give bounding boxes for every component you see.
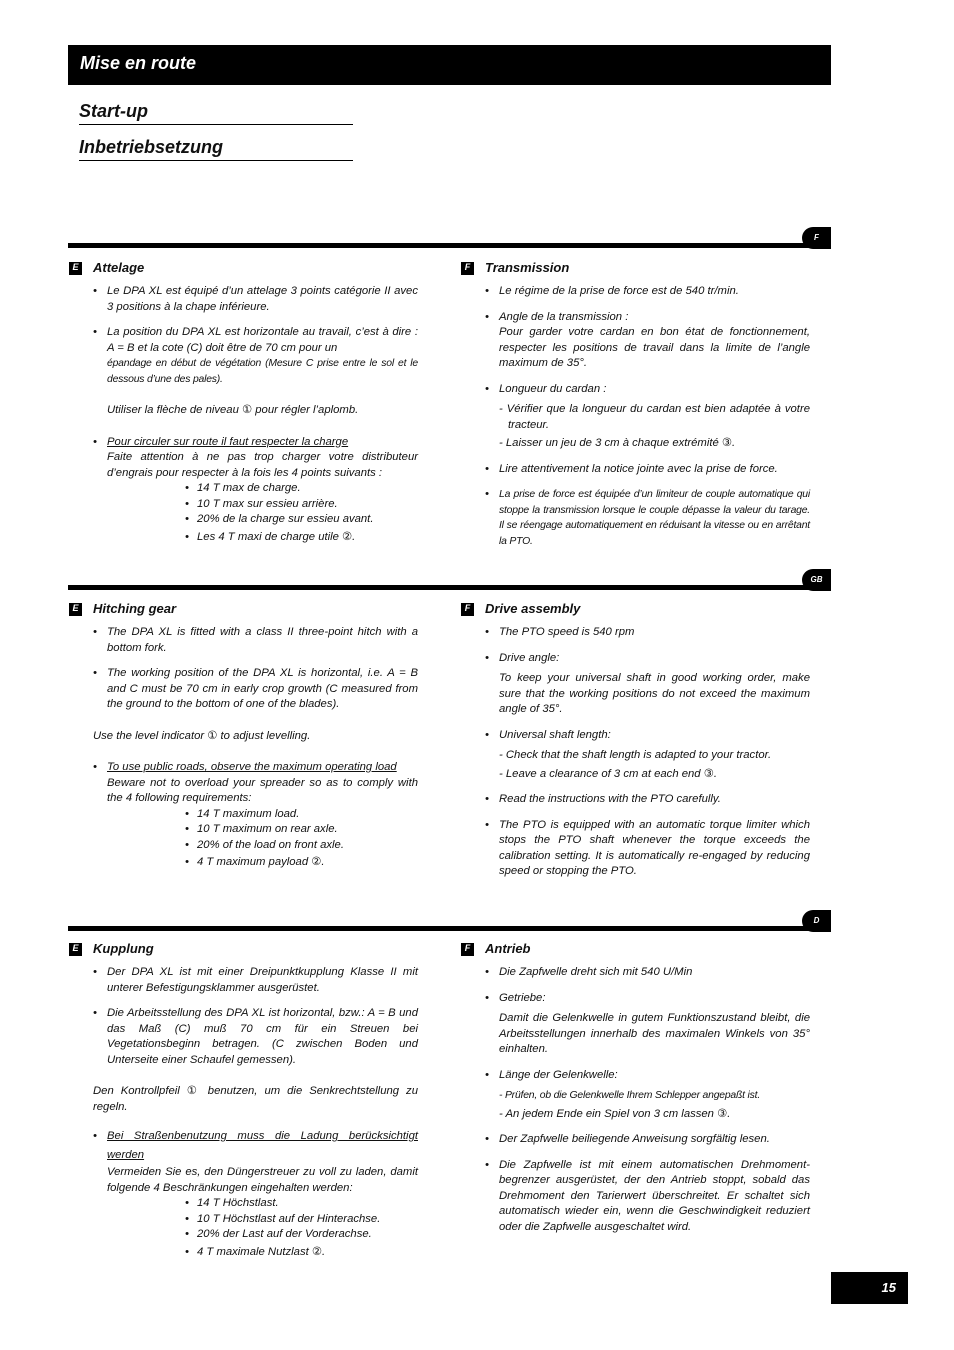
- gb-left-column: [68, 601, 418, 871]
- list-item: • Read the instructions with the PTO carefully.: [485, 793, 721, 805]
- lang-tab-de: D: [802, 910, 831, 932]
- section-heading: [460, 260, 810, 276]
- list-item: - An jedem Ende ein Spiel von 3 cm lassen ③.: [499, 1107, 731, 1120]
- list-item: - Leave a clearance of 3 cm at each end ③.: [499, 767, 717, 780]
- section-marker: F: [461, 603, 474, 616]
- level-note: Use the level indicator ① to adjust levelling.: [93, 729, 311, 742]
- page-title: Mise en route: [80, 53, 197, 73]
- dash-list: [460, 402, 810, 452]
- section-marker: F: [461, 262, 474, 275]
- section-heading: [460, 941, 810, 957]
- section-heading: [68, 941, 418, 957]
- list-item: • Le régime de la prise de force est de 540 tr/min.: [485, 285, 739, 297]
- list-item: • 14 T Höchstlast.: [185, 1197, 279, 1209]
- lang-tab-fr: F: [802, 227, 831, 249]
- gb-right-column: [460, 601, 810, 890]
- list-item: • Der Zapfwelle beiliegende Anweisung sorgfältig lesen.: [485, 1133, 770, 1145]
- section-title: Kupplung: [93, 941, 154, 957]
- section-marker: E: [69, 603, 82, 616]
- header-bar: [68, 45, 831, 85]
- subtitle-en: Start-up: [79, 101, 353, 125]
- list-item: • Drive angle:: [485, 651, 560, 664]
- angle-text: Pour garder votre cardan en bon état de fonctionnement, respecter les positions de travail dans la limite de l’angle maximum de 35°.: [499, 326, 810, 369]
- section-marker: E: [69, 943, 82, 956]
- dash-list: [460, 748, 810, 782]
- section-marker: E: [69, 262, 82, 275]
- list-item: • 10 T max sur essieu arrière.: [185, 497, 338, 510]
- list-item: - Check that the shaft length is adapted to your tractor.: [499, 749, 772, 761]
- list-item: • Longueur du cardan :: [485, 382, 607, 395]
- level-note: Utiliser la flèche de niveau ① pour régler l’aplomb.: [107, 404, 359, 416]
- list-item: • Les 4 T maxi de charge utile ②.: [185, 530, 356, 543]
- list-item: - Laisser un jeu de 3 cm à chaque extrémité ③.: [499, 437, 736, 449]
- list-item: - Vérifier que la longueur du cardan est bien adaptée à votre tracteur.: [499, 403, 810, 431]
- list-item: • Universal shaft length:: [485, 728, 611, 741]
- de-left-column: [68, 941, 418, 1260]
- section-marker: F: [461, 943, 474, 956]
- list-item: • Die Zapfwelle ist mit einem automatischen Drehmoment-begrenzer ausgerüstet, der den Antrieb stoppt, sobald das Drehmoment den Tarierwert überschreitet. Er schaltet sich automatisch wieder ein, wenn die Geschwindigkeit reduziert oder die Zapfwelle ausgeschaltet wird.: [485, 1158, 810, 1233]
- section-rule-gb: [68, 585, 831, 590]
- section-title: Transmission: [485, 260, 570, 276]
- angle-text: Damit die Gelenkwelle in gutem Funktionszustand bleibt, die Arbeitsstellungen innerhalb des maximalen Winkels von 35° einhalten.: [499, 1012, 810, 1055]
- list-item: • Länge der Gelenkwelle:: [485, 1068, 618, 1081]
- list-item: • The DPA XL is fitted with a class II three-point hitch with a bottom fork.: [93, 626, 418, 654]
- list-item: • 4 T maximum payload ②.: [185, 856, 325, 868]
- list-item: • Angle de la transmission :: [485, 310, 629, 323]
- limits-list: [68, 1196, 418, 1260]
- section-title: Hitching gear: [93, 601, 177, 617]
- list-item: • 14 T max de charge.: [185, 482, 301, 494]
- limits-list: [68, 807, 418, 871]
- list-item: • Le DPA XL est équipé d’un attelage 3 points catégorie II avec 3 positions à la chape inférieure.: [93, 285, 418, 313]
- list-item: • Die Arbeitsstellung des DPA XL ist horizontal, bzw.: A = B und das Maß (C) muß 70 cm für ein Streuen bei Vegetationsbeginn betragen. (C zwischen Boden und Unterseite einer Schaufel gemessen).: [93, 1007, 418, 1066]
- section-title: Antrieb: [485, 941, 531, 957]
- list-item: • Lire attentivement la notice jointe avec la prise de force.: [485, 462, 778, 475]
- list-item: • Die Zapfwelle dreht sich mit 540 U/Min: [485, 966, 693, 978]
- list-item: • La prise de force est équipée d’un limiteur de couple automatique qui stoppe la transmission lorsque le couple dépasse la valeur du tarage. Il se réengage automatiquement en réduisant la vitesse ou en arrêtant la PTO.: [485, 488, 810, 547]
- list-item: • The PTO speed is 540 rpm: [485, 626, 635, 638]
- subtitle-de: Inbetriebsetzung: [79, 137, 353, 161]
- fr-left-column: [68, 260, 418, 545]
- list-item: • La position du DPA XL est horizontale au travail, c’est à dire : A = B et la cote (C) doit être de 70 cm pour un: [93, 326, 418, 354]
- road-text: Beware not to overload your spreader so as to comply with the 4 following requirements:: [107, 776, 418, 804]
- fr-right-column: [460, 260, 810, 559]
- list-item-continuation: épandage en début de végétation (Mesure C prise entre le sol et le dessous d’une des pales).: [107, 358, 418, 385]
- section-rule-de: [68, 926, 831, 931]
- page-number: 15: [831, 1272, 908, 1304]
- level-note: Den Kontrollpfeil ① benutzen, um die Senkrechtstellung zu regeln.: [93, 1085, 418, 1113]
- list-item: • 4 T maximale Nutzlast ②.: [185, 1245, 326, 1258]
- section-title: Attelage: [93, 260, 145, 276]
- section-rule-fr: [68, 243, 831, 248]
- dash-list: [460, 1088, 810, 1122]
- list-item: • 14 T maximum load.: [185, 807, 300, 820]
- limits-list: [68, 481, 418, 545]
- road-text: Vermeiden Sie es, den Düngerstreuer zu voll zu laden, damit folgende 4 Beschränkungen eingehalten werden:: [107, 1166, 418, 1194]
- lang-tab-gb: GB: [802, 569, 831, 591]
- list-item: • 20% der Last auf der Vorderachse.: [185, 1228, 372, 1240]
- section-heading: [68, 601, 418, 617]
- list-item: • Getriebe:: [485, 991, 546, 1004]
- list-item: • The working position of the DPA XL is horizontal, i.e. A = B and C must be 70 cm in early crop growth (C measured from the ground to the bottom of one of the blades).: [93, 667, 418, 710]
- list-item: • Bei Straßenbenutzung muss die Ladung berücksichtigt werden: [93, 1130, 418, 1161]
- list-item: • Der DPA XL ist mit einer Dreipunktkupplung Klasse II mit unterer Befestigungsklammer ausgerüstet.: [93, 966, 418, 994]
- de-right-column: [460, 941, 810, 1245]
- list-item: - Prüfen, ob die Gelenkwelle Ihrem Schlepper angepaßt ist.: [499, 1090, 761, 1101]
- road-text: Faite attention à ne pas trop charger votre distributeur d’engrais pour respecter à la fois les 4 points suivants :: [107, 451, 418, 479]
- list-item: • 20% of the load on front axle.: [185, 838, 344, 851]
- list-item: • The PTO is equipped with an automatic torque limiter which stops the PTO shaft whenever the torque exceeds the calibration setting. It is automatically re-engaged by reducing speed or stopping the PTO.: [485, 818, 810, 877]
- section-title: Drive assembly: [485, 601, 581, 617]
- list-item: • 10 T maximum on rear axle.: [185, 823, 338, 835]
- list-item: • 20% de la charge sur essieu avant.: [185, 513, 374, 525]
- section-heading: [460, 601, 810, 617]
- angle-text: To keep your universal shaft in good working order, make sure that the working positions do not exceed the maximum angle of 35°.: [499, 672, 810, 715]
- list-item: • To use public roads, observe the maximum operating load: [93, 761, 397, 773]
- list-item: • 10 T Höchstlast auf der Hinterachse.: [185, 1212, 381, 1225]
- list-item: • Pour circuler sur route il faut respecter la charge: [93, 435, 349, 448]
- section-heading: [68, 260, 418, 276]
